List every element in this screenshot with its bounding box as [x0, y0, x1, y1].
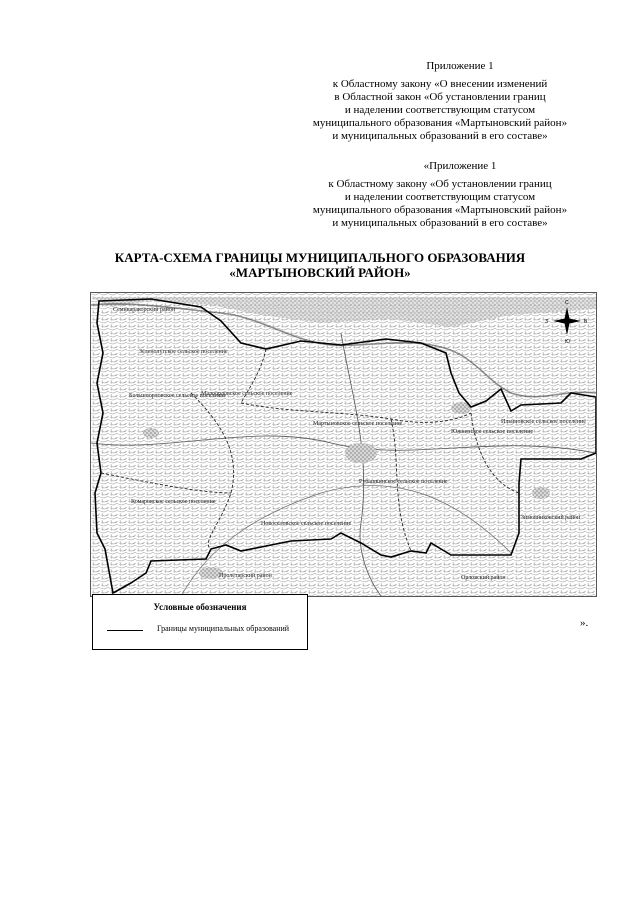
- map-background: [91, 293, 596, 596]
- appendix-2-heading: «Приложение 1: [423, 160, 497, 172]
- appendix-2-line: к Областному закону «Об установлении границ: [328, 178, 552, 190]
- compass-north-label: С: [565, 300, 569, 306]
- map-legend: [92, 594, 308, 650]
- appendix-1-line: в Областной закон «Об установлении границ: [334, 91, 546, 103]
- appendix-2-block: [290, 160, 590, 230]
- appendix-2-line: муниципального образования «Мартыновский район»: [312, 204, 568, 216]
- label-martynovskoe: Мартыновское сельское поселение: [313, 421, 403, 427]
- label-zimovnikovsky: Зимовниковский район: [521, 515, 581, 521]
- label-ilinovskoe: Ильиновское сельское поселение: [501, 419, 586, 425]
- appendix-1-heading: Приложение 1: [426, 60, 494, 72]
- label-semikarakorsky: Семикаракорский район: [113, 307, 176, 313]
- appendix-1-line: и наделении соответствующим статусом: [344, 104, 536, 116]
- label-komarovskoe: Комаровское сельское поселение: [131, 499, 216, 505]
- label-maloorlovskoe: Малоорловское сельское поселение: [201, 391, 293, 397]
- label-yuzhnenskoe: Южненское сельское поселение: [451, 429, 534, 435]
- appendix-2-line: и наделении соответствующим статусом: [344, 191, 536, 203]
- appendix-1-line: муниципального образования «Мартыновский район»: [312, 117, 568, 129]
- compass-west-label: З: [545, 319, 549, 325]
- label-zelenolugskoe: Зеленолугское сельское поселение: [139, 349, 228, 355]
- label-novoselovskoe: Новоселовское сельское поселение: [261, 521, 352, 527]
- map-canvas: [91, 293, 596, 596]
- legend-title: Условные обозначения: [153, 602, 247, 612]
- legend-boundary-line: [107, 630, 143, 631]
- closing-quote: ».: [580, 617, 589, 629]
- map-title: [0, 250, 640, 280]
- compass-east-label: В: [584, 319, 588, 325]
- label-bolshoorlovskoe: Большоорловское сельское поселение: [129, 393, 227, 399]
- label-proletarsky: Пролетарский район: [219, 573, 272, 579]
- district-map: [90, 292, 597, 597]
- map-title-line-2: «МАРТЫНОВСКИЙ РАЙОН»: [229, 265, 411, 280]
- appendix-2-line: и муниципальных образований в его составе»: [332, 217, 548, 229]
- appendix-1-line: и муниципальных образований в его составе»: [332, 130, 548, 142]
- legend-boundary-text: Границы муниципальных образований: [157, 624, 290, 633]
- label-rubashkinskoe: Рубашкинское сельское поселение: [359, 479, 448, 485]
- map-title-line-1: КАРТА-СХЕМА ГРАНИЦЫ МУНИЦИПАЛЬНОГО ОБРАЗОВАНИЯ: [114, 250, 526, 265]
- appendix-1-block: [290, 60, 590, 143]
- compass-south-label: Ю: [565, 339, 571, 345]
- label-orlovsky: Орловский район: [461, 575, 506, 581]
- appendix-1-line: к Областному закону «О внесении изменений: [332, 78, 548, 90]
